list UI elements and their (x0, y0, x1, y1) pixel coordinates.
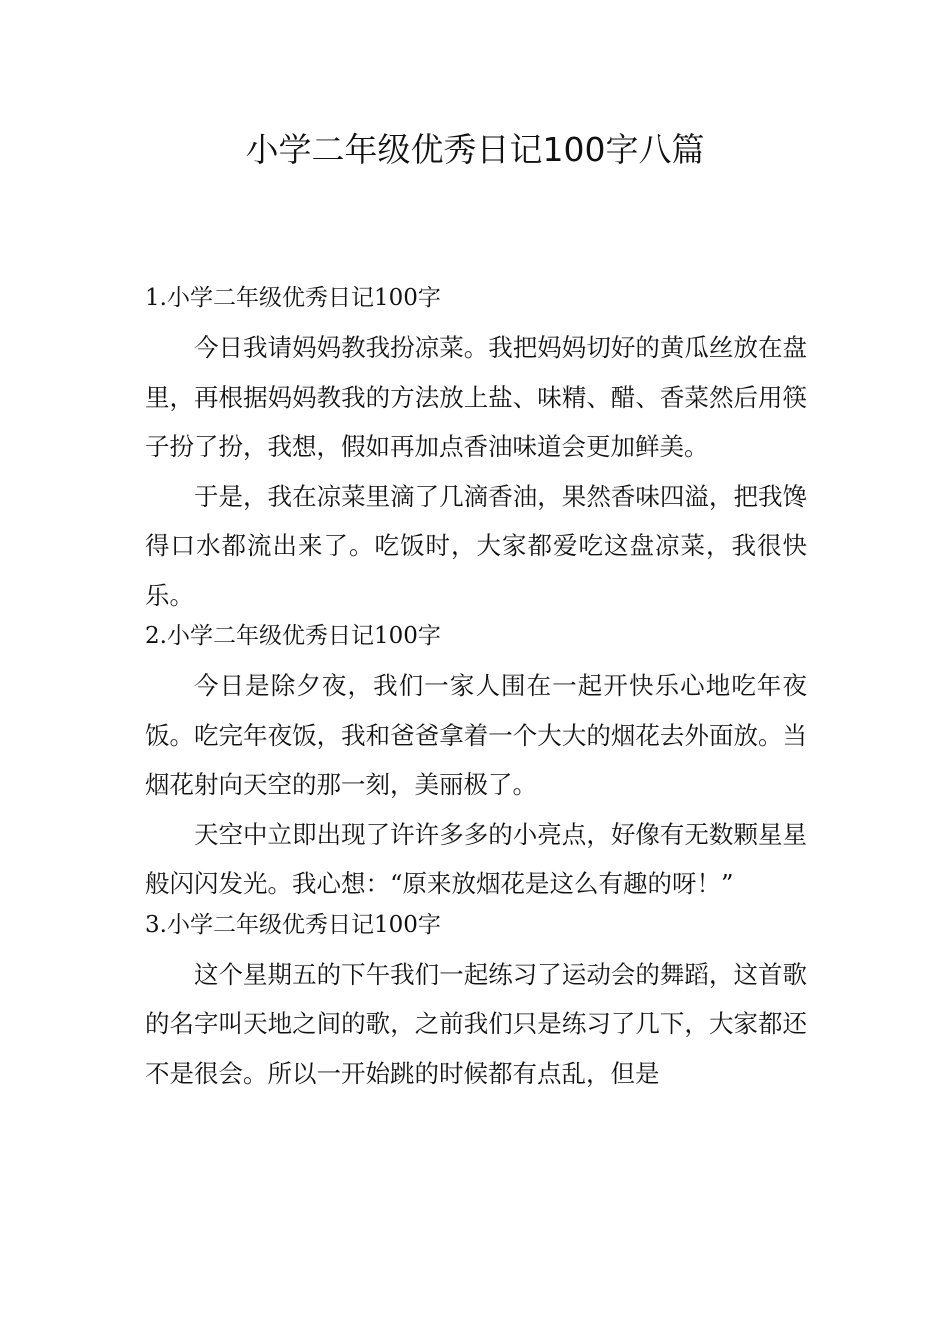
paragraph: 这个星期五的下午我们一起练习了运动会的舞蹈，这首歌的名字叫天地之间的歌，之前我们只是练习了几下，大家都还不是很会。所以一开始跳的时候都有点乱，但是 (145, 959, 807, 1088)
document-body (145, 282, 807, 1098)
section-heading-2: 2.小学二年级优秀日记100字 (145, 623, 441, 649)
section-heading-3: 3.小学二年级优秀日记100字 (145, 911, 441, 938)
paragraph: 天空中立即出现了许许多多的小亮点，好像有无数颗星星般闪闪发光。我心想：“原来放烟花是这么有趣的呀！” (145, 819, 807, 898)
section-heading-1: 1.小学二年级优秀日记100字 (145, 285, 441, 311)
paragraph: 今日是除夕夜，我们一家人围在一起开快乐心地吃年夜饭。吃完年夜饭，我和爸爸拿着一个大大的烟花去外面放。当烟花射向天空的那一刻，美丽极了。 (145, 671, 807, 799)
paragraph: 于是，我在凉菜里滴了几滴香油，果然香味四溢，把我馋得口水都流出来了。吃饭时，大家都爱吃这盘凉菜，我很快乐。 (145, 481, 807, 610)
document-title: 小学二年级优秀日记100字八篇 (245, 130, 705, 169)
paragraph: 今日我请妈妈教我扮凉菜。我把妈妈切好的黄瓜丝放在盘里，再根据妈妈教我的方法放上盐、味精、醋、香菜然后用筷子扮了扮，我想，假如再加点香油味道会更加鲜美。 (145, 333, 807, 461)
